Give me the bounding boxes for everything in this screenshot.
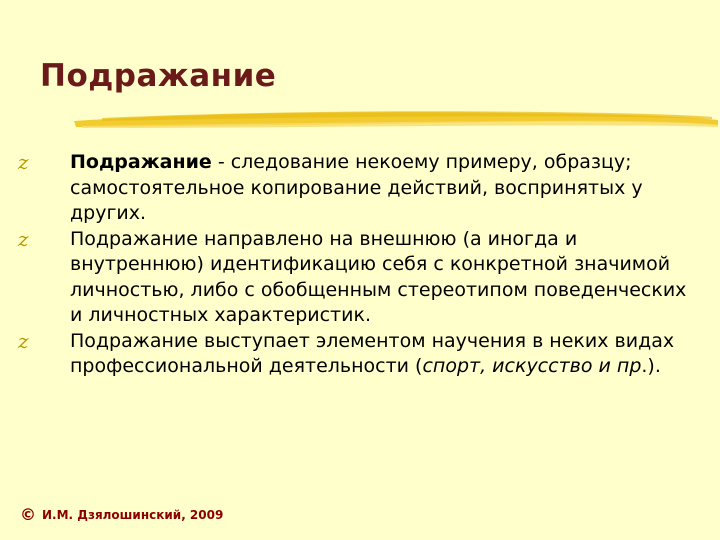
bullet-term: Подражание: [70, 151, 212, 173]
footer-author: И.М. Дзялошинский, 2009: [42, 508, 224, 522]
bullet-text: Подражание направлено на внешнюю (а иногда и внутреннюю) идентификацию себя с конкретной значимой личностью, либо с обобщенным стереотипом поведенческих и личностных характеристик.: [70, 227, 687, 326]
title-underline: [72, 104, 720, 134]
bullet-item-learning: [14, 329, 704, 380]
bullet-item-definition: [14, 150, 704, 227]
z-bullet-icon: z: [18, 328, 29, 353]
bullet-item-identification: [14, 227, 704, 329]
slide-title: Подражание: [40, 58, 277, 94]
footer: [20, 505, 223, 524]
bullet-text: Подражание выступает элементом научения в неких видах профессиональной деятельности (: [70, 329, 675, 377]
copyright-icon: ©: [20, 505, 36, 524]
z-bullet-icon: z: [18, 150, 29, 174]
z-bullet-icon: z: [18, 226, 29, 251]
bullet-list: [14, 150, 704, 380]
bullet-text-end: .).: [641, 355, 661, 377]
bullet-text: - следование некоему примеру, образцу; самостоятельное копирование действий, воспринятых у других.: [70, 151, 643, 224]
bullet-examples: спорт, искусство и пр: [422, 355, 642, 377]
